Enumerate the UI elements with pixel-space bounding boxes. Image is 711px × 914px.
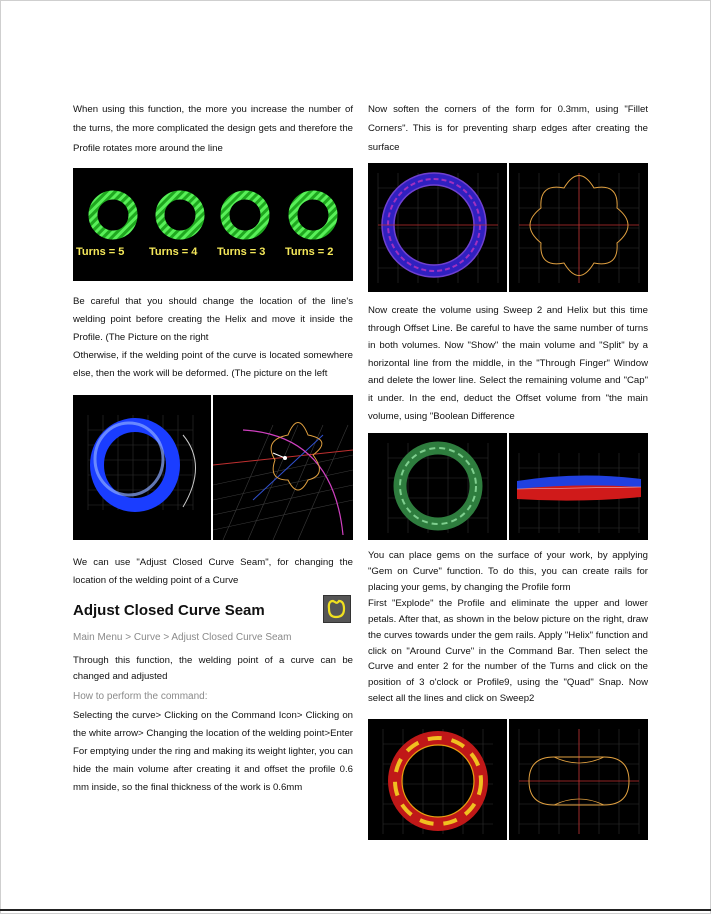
gem-rail-profile-figure	[509, 719, 648, 840]
turns-label-2: Turns = 2	[285, 246, 334, 259]
turns-label-5: Turns = 5	[76, 246, 125, 259]
section-title: Adjust Closed Curve Seam	[73, 602, 265, 620]
left-para-2: Be careful that you should change the location of the line's welding point before creating the Helix and move it inside the Profile. (The Picture on the right	[73, 296, 353, 344]
red-blue-band-figure	[509, 433, 648, 540]
left-para-4: We can use "Adjust Closed Curve Seam", for changing the location of the welding point of a Curve	[73, 557, 353, 587]
bottom-rule	[0, 909, 711, 911]
red-yellow-ring-figure	[368, 719, 507, 840]
ring-turns-5	[93, 195, 133, 235]
boolean-figure-row	[368, 433, 648, 540]
left-para-1: When using this function, the more you increase the number of the turns, the more complicated the design gets and therefore the Profile rotates more around the line	[73, 104, 353, 154]
fillet-figure-row	[368, 163, 648, 292]
right-para-1: Now soften the corners of the form for 0.3mm, using "Fillet Corners". This is for preventing sharp edges after creating the surface	[368, 104, 648, 153]
left-para-3: Otherwise, if the welding point of the curve is located somewhere else, then the work will be deformed. (The picture on the left	[73, 350, 353, 380]
turns-label-4: Turns = 4	[149, 246, 198, 259]
left-column	[73, 100, 353, 797]
closed-curve-seam-icon	[323, 595, 351, 623]
ring-turns-4	[160, 195, 200, 235]
welding-figure-row	[73, 395, 353, 540]
left-para-5: Through this function, the welding point of a curve can be changed and adjusted	[73, 655, 353, 683]
welding-point-figure	[213, 395, 353, 540]
green-ring-figure	[368, 433, 507, 540]
left-para-7: For emptying under the ring and making its weight lighter, you can hide the main volume after creating it and offset the profile 0.6 mm inside, so the final thickness of the work is 0.6mm	[73, 746, 353, 794]
ring-turns-2	[293, 195, 333, 235]
right-para-2: Now create the volume using Sweep 2 and Helix but this time through Offset Line. Be careful to have the same number of turns in both volumes. Now "Show" the main volume and "Split" by a horizontal line from the middle, in the "Through Finger" Window and delete the lower line. Select the remaining volume and "Cap" it under. In the end, deduct the Offset volume from "the main volume, using "Boolean Difference	[368, 305, 648, 422]
deformed-ring-figure	[73, 395, 211, 540]
gem-rails-figure-row	[368, 719, 648, 840]
twisted-ring-purple-figure	[368, 163, 507, 292]
turns-label-3: Turns = 3	[217, 246, 266, 259]
right-para-4: First "Explode" the Profile and eliminate the upper and lower petals. After that, as shown in the below picture on the right, draw the curves towards under the gem rails. Apply "Helix" function and click on "Around Curve" in the Command Bar. Then select the Curve and enter 2 for the number of the Turns and click on the position of 3 o'clock or Profile9, using the "Quad" Snap. Now select all the lines and click on Sweep2	[368, 598, 648, 704]
ring-turns-3	[225, 195, 265, 235]
fillet-profile-figure	[509, 163, 648, 292]
right-column	[368, 100, 648, 840]
breadcrumb: Main Menu > Curve > Adjust Closed Curve Seam	[73, 632, 292, 644]
how-to-subhead: How to perform the command:	[73, 691, 208, 703]
turns-figure	[73, 168, 353, 281]
left-para-6: Selecting the curve> Clicking on the Command Icon> Clicking on the white arrow> Changing the location of the welding point>Enter	[73, 710, 353, 740]
right-para-3: You can place gems on the surface of your work, by applying "Gem on Curve" function. To do this, you can create rails for placing your gems, by changing the Profile form	[368, 550, 648, 594]
